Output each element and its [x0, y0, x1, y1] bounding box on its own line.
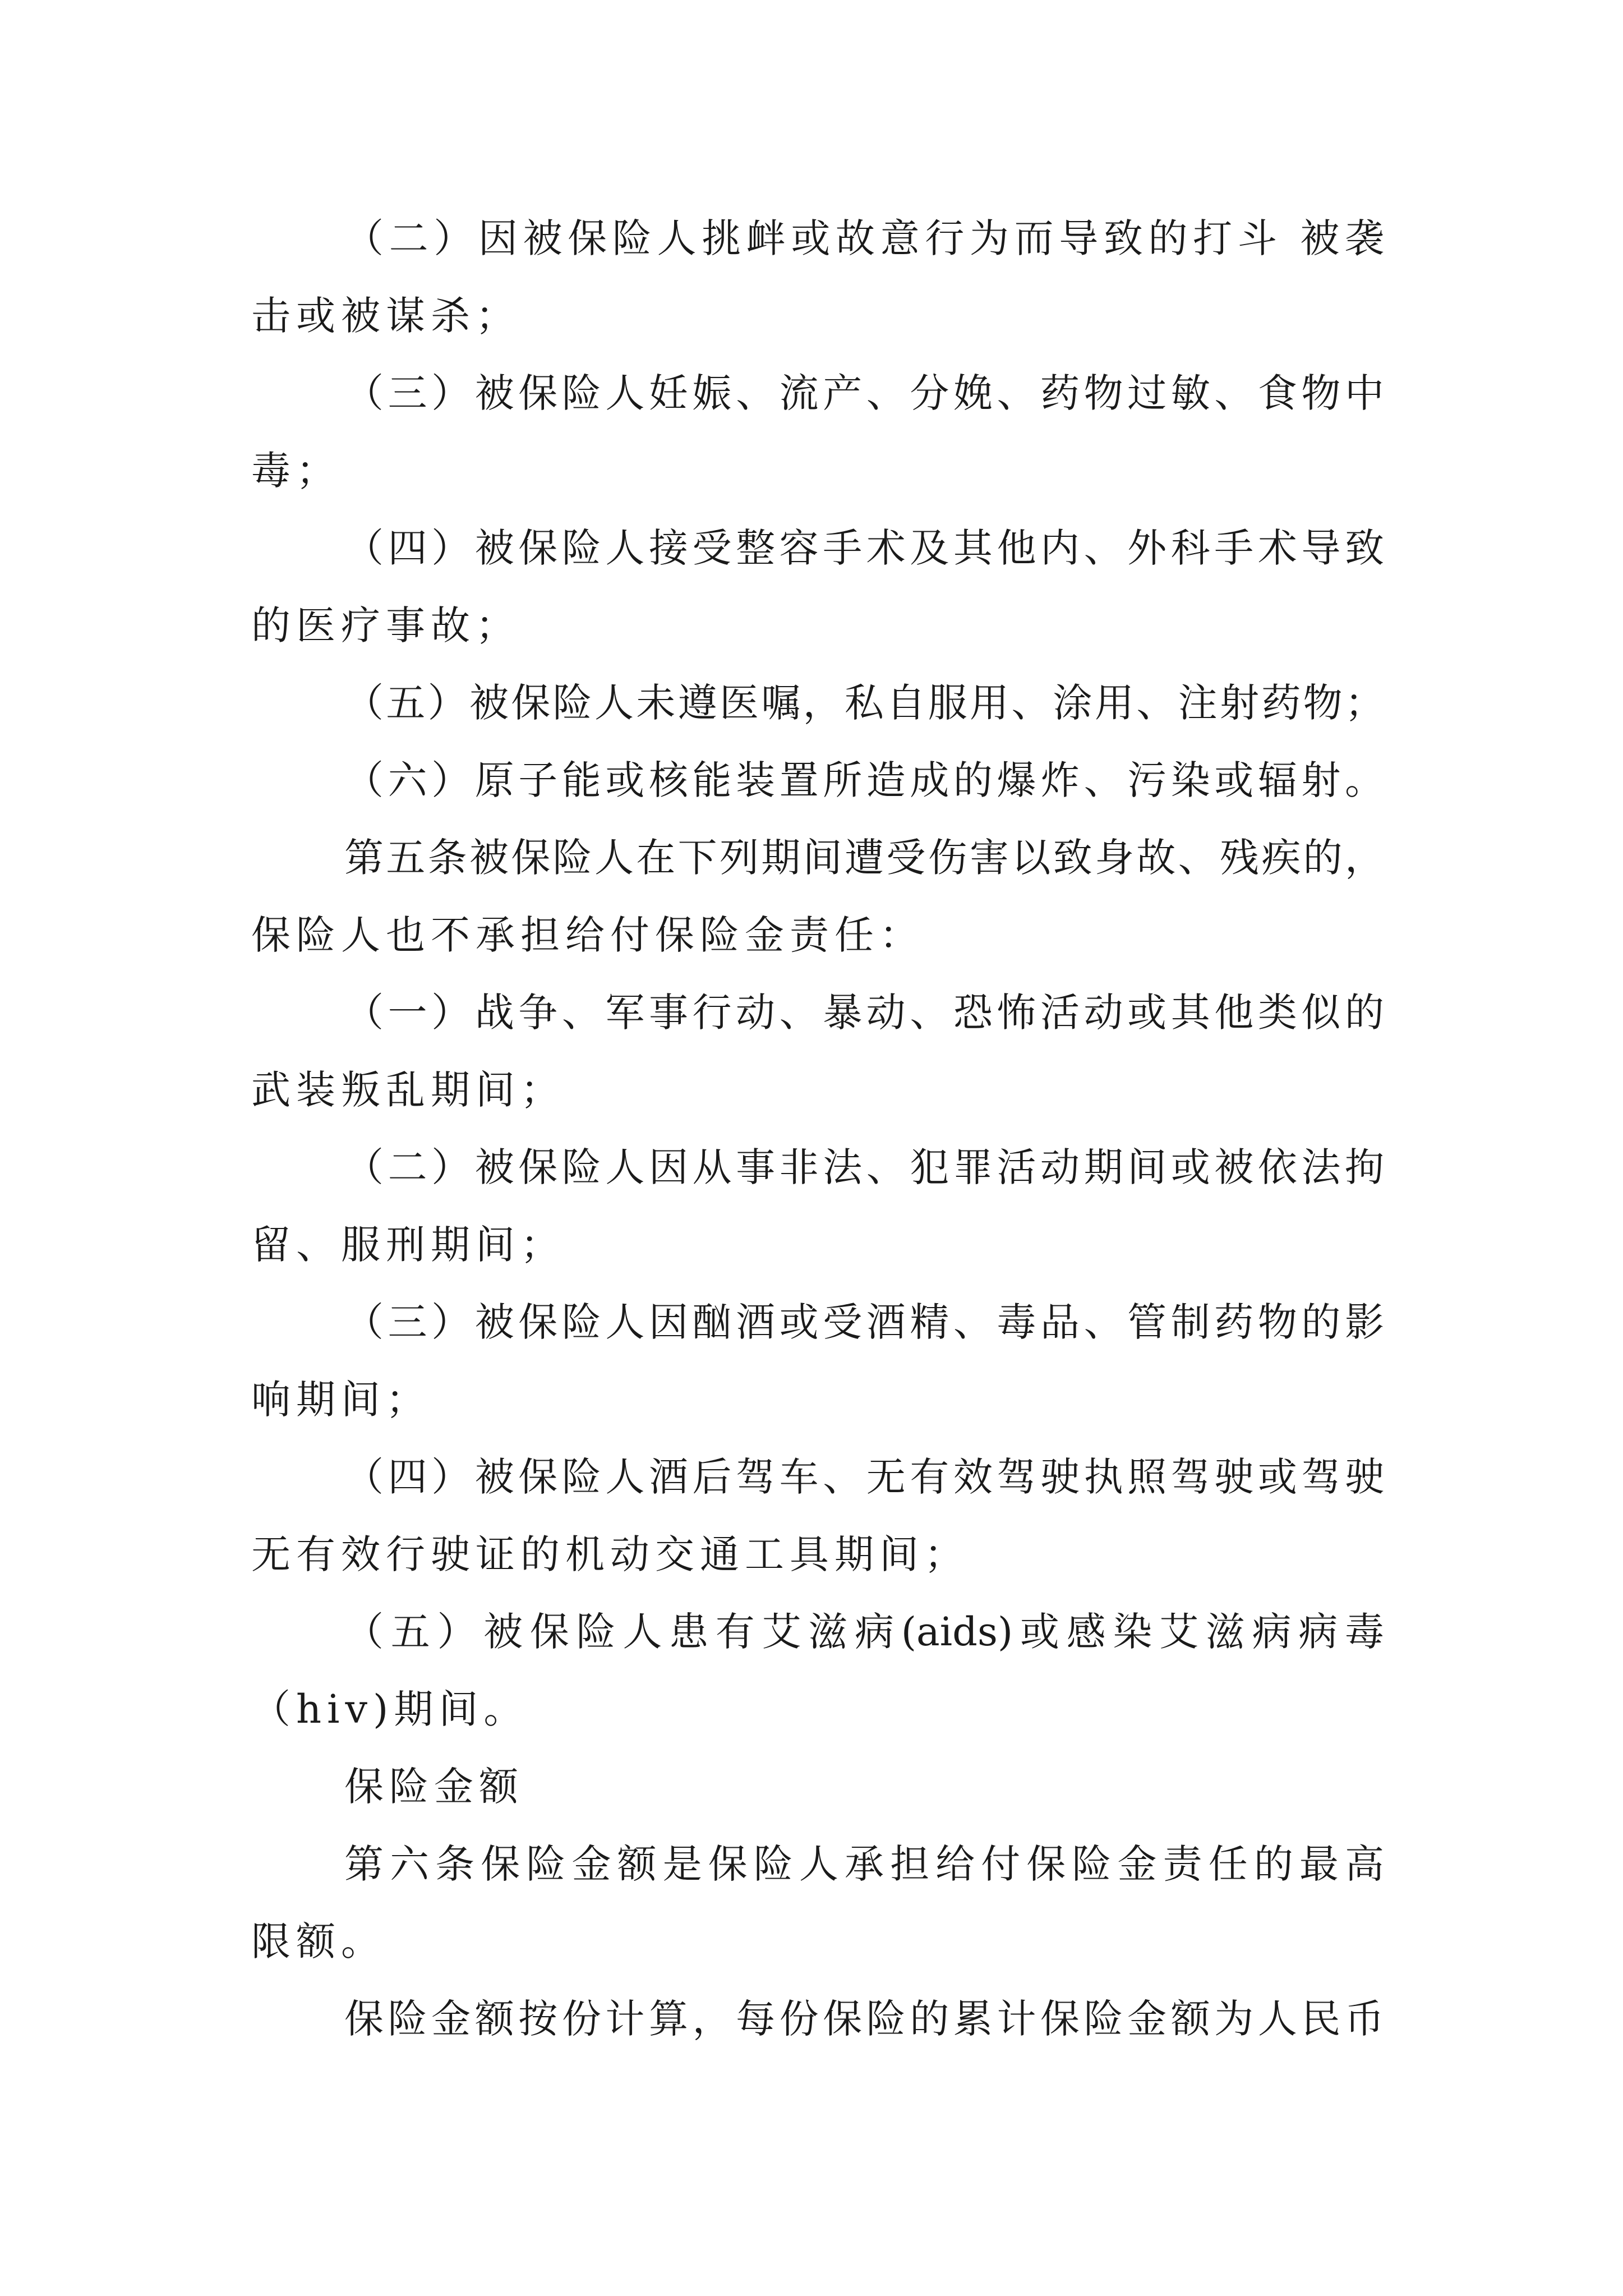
text-line: （四）被保险人接受整容手术及其他内、外科手术导致: [344, 525, 1384, 571]
text-line: 第六条保险金额是保险人承担给付保险金责任的最高: [344, 1841, 1384, 1887]
text-line: （五）被保险人患有艾滋病(aids)或感染艾滋病病毒: [344, 1609, 1384, 1655]
text-line: 武装叛乱期间；: [251, 1067, 565, 1113]
text-line: （二）因被保险人挑衅或故意行为而导致的打斗 被袭: [344, 215, 1384, 261]
text-line: （二）被保险人因从事非法、犯罪活动期间或被依法拘: [344, 1144, 1384, 1190]
text-line: （三）被保险人妊娠、流产、分娩、药物过敏、食物中: [344, 370, 1384, 416]
text-line: 保险金额按份计算，每份保险的累计保险金额为人民币: [344, 1996, 1384, 2042]
text-line: 第五条被保险人在下列期间遭受伤害以致身故、残疾的，: [344, 835, 1384, 881]
text-line: 保险人也不承担给付保险金责任：: [251, 912, 924, 958]
text-line: （五）被保险人未遵医嘱，私自服用、涂用、注射药物；: [344, 680, 1384, 726]
text-line: 击或被谋杀；: [251, 293, 520, 339]
section-heading: 保险金额: [344, 1764, 524, 1810]
text-line: 无有效行驶证的机动交通工具期间；: [251, 1531, 969, 1577]
text-line: （六）原子能或核能装置所造成的爆炸、污染或辐射。: [344, 757, 1384, 803]
text-line: 限额。: [251, 1918, 386, 1964]
text-line: 响期间；: [251, 1377, 431, 1423]
text-line: 的医疗事故；: [251, 602, 520, 648]
text-line: （四）被保险人酒后驾车、无有效驾驶执照驾驶或驾驶: [344, 1454, 1384, 1500]
text-line: 留、服刑期间；: [251, 1222, 565, 1268]
text-line: 毒；: [251, 448, 341, 494]
text-line: （三）被保险人因酗酒或受酒精、毒品、管制药物的影: [344, 1299, 1384, 1345]
text-line: （一）战争、军事行动、暴动、恐怖活动或其他类似的: [344, 990, 1384, 1036]
text-line: （hiv)期间。: [251, 1686, 529, 1732]
